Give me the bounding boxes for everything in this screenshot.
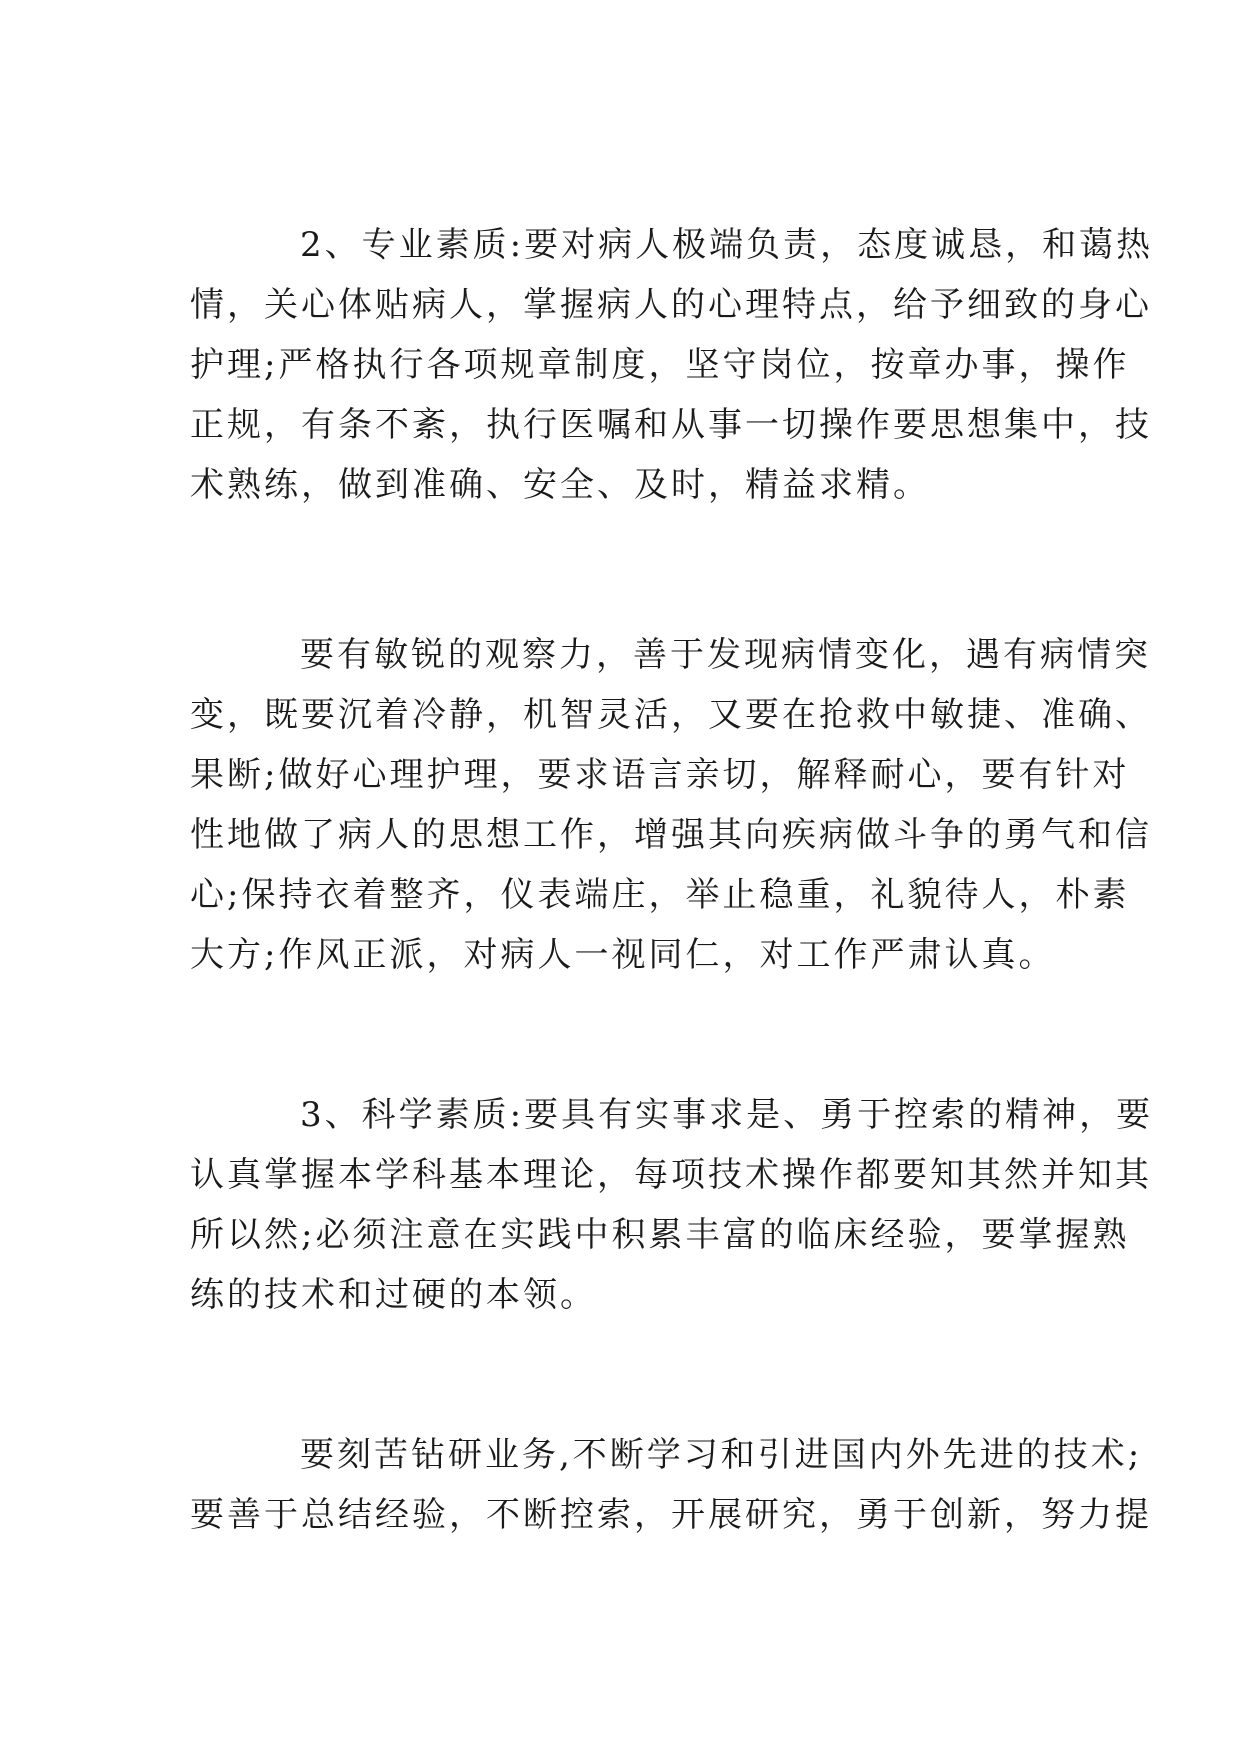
text-line: 果断;做好心理护理，要求语言亲切，解释耐心，要有针对 (190, 755, 1130, 795)
text-line: 3、科学素质:要具有实事求是、勇于控索的精神，要 (300, 1095, 1154, 1135)
text-line: 练的技术和过硬的本领。 (190, 1275, 597, 1315)
text-line: 大方;作风正派，对病人一视同仁，对工作严肃认真。 (190, 935, 1056, 975)
text-line: 正规，有条不紊，执行医嘱和从事一切操作要思想集中，技 (190, 405, 1152, 445)
text-line: 要有敏锐的观察力，善于发现病情变化，遇有病情突 (300, 635, 1151, 675)
paragraph-scientific-quality (190, 1085, 1154, 1325)
text-line: 变，既要沉着冷静，机智灵活，又要在抢救中敏捷、准确、 (190, 695, 1152, 735)
text-line: 术熟练，做到准确、安全、及时，精益求精。 (190, 465, 930, 505)
text-line: 所以然;必须注意在实践中积累丰富的临床经验，要掌握熟 (190, 1215, 1130, 1255)
paragraph-observation (190, 625, 1152, 985)
paragraph-professional-quality (190, 215, 1154, 515)
text-line: 2、专业素质:要对病人极端负责，态度诚恳，和蔼热 (300, 225, 1154, 265)
text-line: 要善于总结经验，不断控索，开展研究，勇于创新，努力提 (190, 1495, 1152, 1535)
text-line: 心;保持衣着整齐，仪表端庄，举止稳重，礼貌待人，朴素 (190, 875, 1130, 915)
text-line: 护理;严格执行各项规章制度，坚守岗位，按章办事，操作 (190, 345, 1130, 385)
paragraph-study (190, 1425, 1152, 1545)
text-line: 性地做了病人的思想工作，增强其向疾病做斗争的勇气和信 (190, 815, 1152, 855)
text-line: 要刻苦钻研业务,不断学习和引进国内外先进的技术; (300, 1435, 1143, 1475)
text-line: 情，关心体贴病人，掌握病人的心理特点，给予细致的身心 (190, 285, 1152, 325)
text-line: 认真掌握本学科基本理论，每项技术操作都要知其然并知其 (190, 1155, 1152, 1195)
